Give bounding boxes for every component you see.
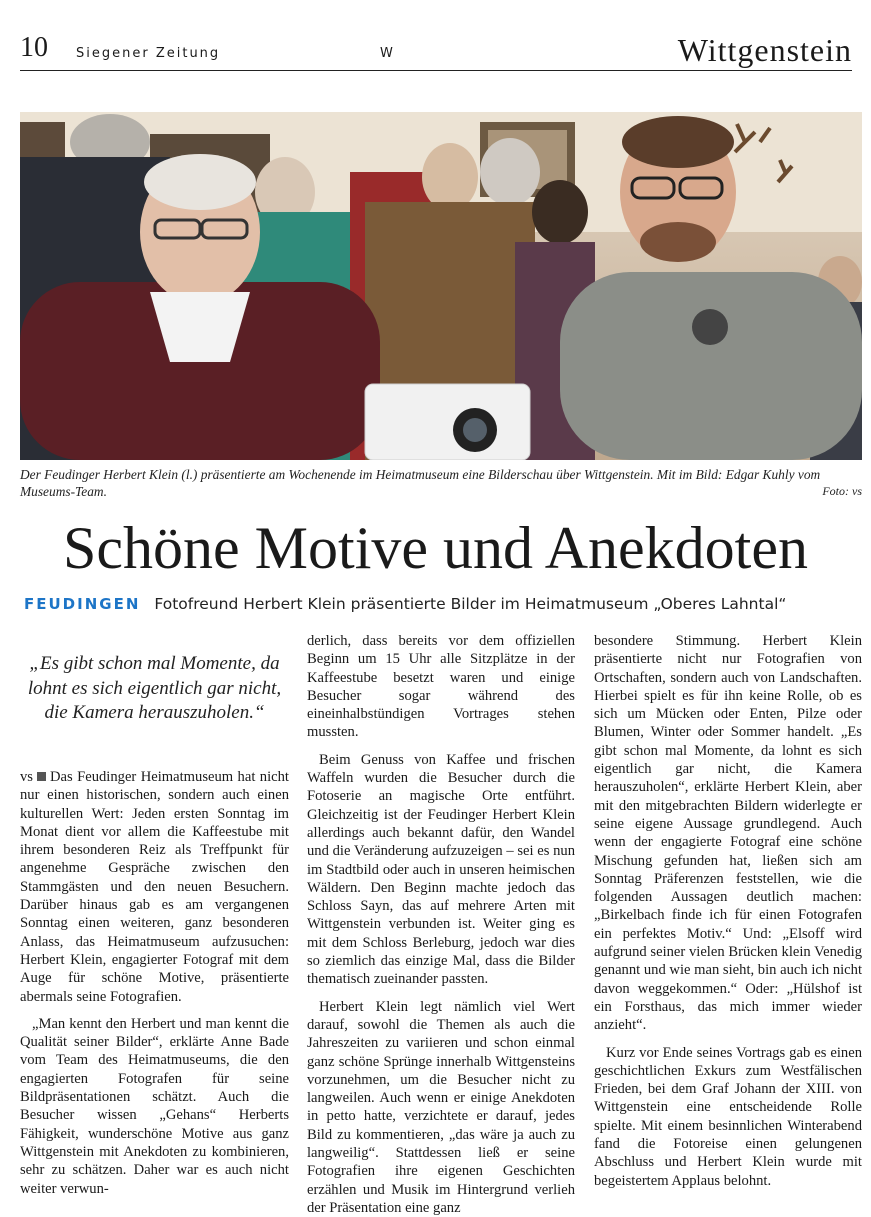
article-paragraph: besondere Stimmung. Herbert Klein präsentierte nicht nur Fotografien von Ortschaften, sondern auch von Landschaften. Hierbei spielt es für ihn keine Rolle, ob es sich um Mücken oder Enten, Pilze oder Blumen, Winter oder Sommer handelt. „Es gibt schon mal Momente, da lohnt es sich eigentlich gar nicht, die Kamera herauszuholen“, erklärte Herbert Klein, aber mit den mitgebrachten Bildern widerlegte er seine eigene Aussage grundlegend. Auch wenn der engagierte Fotograf eine schöne Mischung gefunden hat, ließen sich am Sonntag Präferenzen feststellen, wie die folgenden Aussagen deutlich machen: „Birkelbach finde ich für einen Fotografen ein perfektes Motiv.“ Und: „Elsoff wird aufgrund seiner vielen Brücken klein Venedig genannt und wie man sieht, bin auch ich nicht davon weggekommen.“ Oder: „Hülshof ist ein Forsthaus, das mich immer wieder anzieht“.	[594, 633, 862, 1034]
article-subheadline: Fotofreund Herbert Klein präsentierte Bilder im Heimatmuseum „Oberes Lahntal“	[154, 595, 787, 613]
article-paragraph: vs Das Feudinger Heimatmuseum hat nicht nur einen historischen, sondern auch einen kulturellen Wert: Jeden ersten Sonntag im Monat dient vor allem die Kaffeestube mit ihrem besonderen Reiz als Treffpunkt für angenehme Gespräche zwischen den Stammgästen und den neuen Besuchern. Darüber hinaus gab es am vergangenen Sonntag einen weiteren, ganz besonderen Anlass, das Heimatmuseum aufzusuchen: Herbert Klein, engagierter Fotograf mit dem Auge für schöne Motive, präsentierte abermals seine Fotografien.	[20, 769, 289, 1005]
article-photo	[20, 112, 862, 460]
dateline-location: FEUDINGEN	[24, 595, 141, 613]
article-paragraph: Beim Genuss von Kaffee und frischen Waffeln wurden die Besucher durch die Fotoserie an magische Orte entführt. Gleichzeitig ist der Feudinger Herbert Klein allerdings auch bekannt dafür, den Wandel und die Veränderung aufzuzeigen – sei es nun im Stadtbild oder auch in unseren heimischen Wäldern. Den Beginn machte jedoch das Schloss Sayn, das auf mehrere Arten mit Wittgenstein verbunden ist. Weiter ging es mit dem Schloss Berleburg, jedoch war dies so ziemlich das einzige Mal, dass die Bilder thematisch zueinander passten.	[307, 751, 575, 988]
author-initials: vs	[20, 769, 33, 785]
article-column-2	[307, 632, 575, 1217]
page-number: 10	[20, 32, 48, 63]
newspaper-name: Siegener Zeitung	[76, 46, 221, 61]
article-paragraph: Herbert Klein legt nämlich viel Wert darauf, sowohl die Themen als auch die Jahreszeiten zu variieren und schon einmal ganz schöne Sprünge innerhalb Wittgensteins vorzunehmen, um die Besucher nicht zu langweilen. Auch wenn er einige Anekdoten in petto hatte, verzichtete er darauf, jedes Bild zu kommentieren, „das wäre ja auch zu langweilig“. Stattdessen ließ er seine Fotografien ihre eigenen Geschichten erzählen und Musik im Hintergrund verlieh der Präsentation eine ganz	[307, 998, 575, 1216]
photo-illustration	[20, 112, 862, 460]
article-paragraph: derlich, dass bereits vor dem offiziellen Beginn um 15 Uhr alle Sitzplätze in der Kaffeestube besetzt waren und einige Besucher sogar während des eineinhalbstündigen Vortrages stehen mussten.	[307, 633, 575, 741]
edition-mark: W	[380, 46, 393, 61]
article-paragraph: Kurz vor Ende seines Vortrags gab es einen geschichtlichen Exkurs zum Westfälischen Frieden, bei dem Graf Johann der XIII. von Wittgenstein eine entscheidende Rolle spielte. Mit einem besinnlichen Winterabend fand die Fotoreise einen gelungenen Abschluss und Herbert Klein wurde mit begeistertem Applaus belohnt.	[594, 1044, 862, 1189]
dateline-row	[24, 594, 864, 618]
article-column-1	[20, 768, 289, 1198]
photo-credit: Foto: vs	[822, 484, 862, 498]
article-headline: Schöne Motive und Anekdoten	[63, 515, 808, 581]
article-paragraph: „Man kennt den Herbert und man kennt die Qualität seiner Bilder“, erklärte Anne Bade vom Team des Heimatmuseums, die den engagierten Fotografen für seine Bildpräsentationen schätzt. Auch die Besucher wissen „Gehans“ Herberts Fähigkeit, wunderschöne Motive aus ganz Wittgenstein mit Anekdoten zu kombinieren, sehr zu schätzen. Daher war es auch nicht weiter verwun-	[20, 1015, 289, 1197]
author-separator-square	[37, 772, 46, 781]
article-column-3	[594, 632, 862, 1190]
page-header	[20, 30, 852, 71]
section-title: Wittgenstein	[677, 32, 852, 68]
photo-caption: Der Feudinger Herbert Klein (l.) präsentierte am Wochenende im Heimatmuseum eine Bilderschau über Wittgenstein. Mit im Bild: Edgar Kuhly vom Museums-Team.	[20, 467, 821, 499]
pull-quote: „Es gibt schon mal Momente, da lohnt es sich eigentlich gar nicht, die Kamera herauszuholen.“	[27, 653, 282, 723]
